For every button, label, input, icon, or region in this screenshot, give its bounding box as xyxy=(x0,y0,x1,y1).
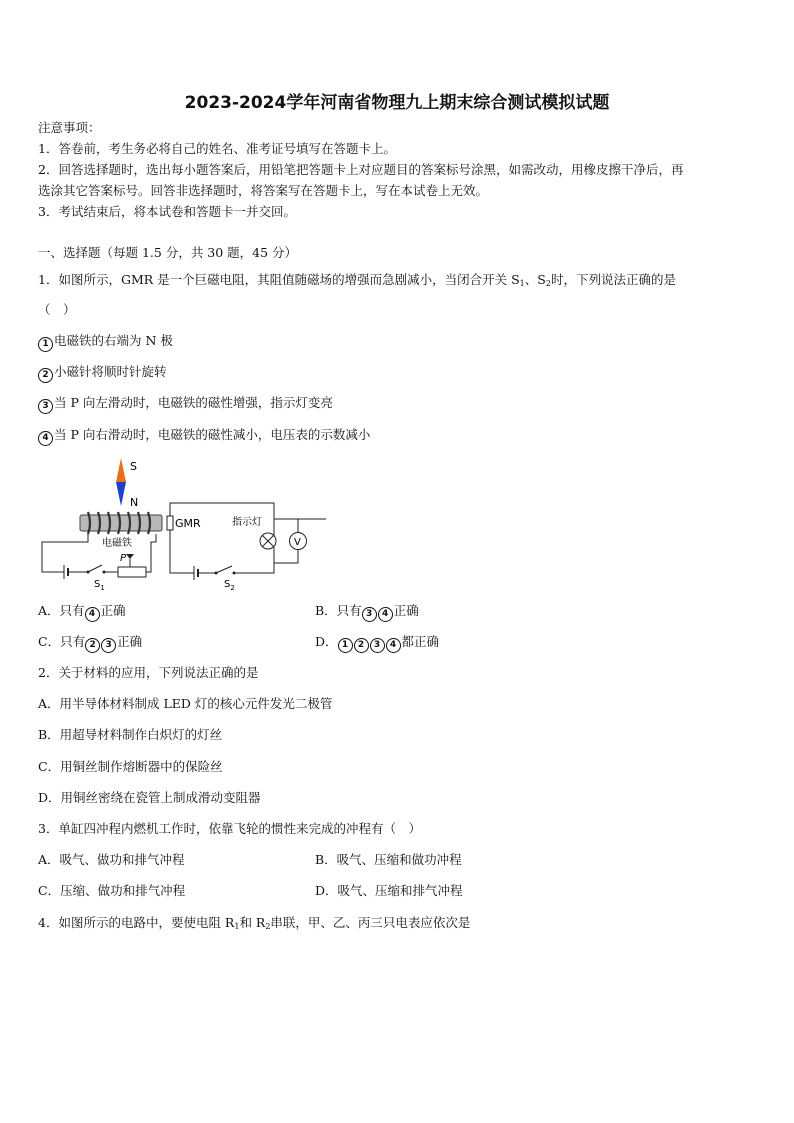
circled-number: 4 xyxy=(85,607,100,622)
statement-text: 电磁铁的右端为 N 极 xyxy=(54,333,173,348)
q1-statement xyxy=(38,394,333,414)
q1-statement xyxy=(38,332,173,352)
option-prefix: C．只有 xyxy=(38,634,86,649)
right-circuit-wire xyxy=(170,530,194,573)
q4-stem-b: 串联，甲、乙、丙三只电表应依次是 xyxy=(270,915,471,930)
option-prefix: D． xyxy=(315,634,338,649)
notice-item: 3．考试结束后，将本试卷和答题卡一并交回。 xyxy=(38,204,296,219)
circled-number: 1 xyxy=(38,337,53,352)
circuit-figure xyxy=(36,455,326,593)
statement-text: 小磁针将顺时针旋转 xyxy=(54,364,167,379)
circled-number: 2 xyxy=(354,638,369,653)
statement-text: 当 P 向右滑动时，电磁铁的磁性减小，电压表的示数减小 xyxy=(54,427,371,442)
circled-number: 2 xyxy=(85,638,100,653)
notice-item: 1．答卷前，考生务必将自己的姓名、准考证号填写在答题卡上。 xyxy=(38,141,396,156)
slider-p-arrow xyxy=(126,554,134,559)
circled-number: 4 xyxy=(386,638,401,653)
switch-s2 xyxy=(216,566,232,573)
statement-text: 当 P 向左滑动时，电磁铁的磁性增强，指示灯变亮 xyxy=(54,395,333,410)
question-2-stem: 2．关于材料的应用，下列说法正确的是 xyxy=(38,665,259,680)
circled-number: 1 xyxy=(338,638,353,653)
option-suffix: 正确 xyxy=(393,603,419,618)
option-C xyxy=(38,633,142,653)
label-S: S xyxy=(130,460,137,473)
circled-number: 3 xyxy=(370,638,385,653)
circled-number: 4 xyxy=(38,431,53,446)
q1-paren: （ ） xyxy=(38,302,76,317)
option-suffix: 正确 xyxy=(100,603,126,618)
option-A: A．吸气、做功和排气冲程 xyxy=(38,852,185,867)
q1-stem-a: 1．如图所示，GMR 是一个巨磁电阻，其阻值随磁场的增强而急剧减小，当闭合开关 S xyxy=(38,272,520,287)
q4-mid: 和 R xyxy=(239,915,266,930)
q1-s1-sub: 1 xyxy=(519,279,525,288)
q4-stem-a: 4．如图所示的电路中，要使电阻 R xyxy=(38,915,235,930)
switch-s2-contact xyxy=(215,572,218,575)
circled-number: 3 xyxy=(38,399,53,414)
switch-s1-contact xyxy=(87,571,90,574)
label-S1: $S_1$ xyxy=(94,579,105,592)
option-B: B．用超导材料制作白炽灯的灯丝 xyxy=(38,727,223,742)
left-circuit-wire xyxy=(42,534,88,572)
option-A xyxy=(38,602,126,622)
option-D xyxy=(315,633,439,653)
option-D: D．用铜丝密绕在瓷管上制成滑动变阻器 xyxy=(38,790,261,805)
q1-s2-sub: 2 xyxy=(545,279,551,288)
label-N: N xyxy=(130,496,139,509)
option-B xyxy=(315,602,419,622)
option-suffix: 都正确 xyxy=(401,634,440,649)
question-1-stem xyxy=(38,271,676,293)
option-A: A．用半导体材料制成 LED 灯的核心元件发光二极管 xyxy=(38,696,333,711)
gmr-resistor xyxy=(167,516,173,530)
circled-number: 3 xyxy=(362,607,377,622)
q1-statement xyxy=(38,363,167,383)
label-S2: $S_2$ xyxy=(224,579,235,592)
option-D: D．吸气、压缩和排气冲程 xyxy=(315,883,463,898)
label-lamp: 指示灯 xyxy=(232,517,262,528)
notice-item: 选涂其它答案标号。回答非选择题时，将答案写在答题卡上，写在本试卷上无效。 xyxy=(38,183,489,198)
left-circuit-wire xyxy=(146,534,156,572)
label-GMR: GMR xyxy=(175,517,201,530)
option-B: B．吸气、压缩和做功冲程 xyxy=(315,852,462,867)
q1-statement xyxy=(38,426,370,446)
label-electromagnet: 电磁铁 xyxy=(102,538,132,549)
label-P: P xyxy=(120,553,127,564)
option-suffix: 正确 xyxy=(117,634,143,649)
switch-s1 xyxy=(88,565,102,572)
voltmeter-wire xyxy=(274,549,298,563)
compass-north-pole xyxy=(116,482,126,506)
option-prefix: A．只有 xyxy=(38,603,85,618)
rheostat xyxy=(118,567,146,577)
option-C: C．用铜丝制作熔断器中的保险丝 xyxy=(38,759,223,774)
q1-sep: 、S xyxy=(524,272,546,287)
q4-r2-sub: 2 xyxy=(265,922,271,931)
label-V: V xyxy=(294,537,301,548)
question-4-stem xyxy=(38,914,470,936)
q4-r1-sub: 1 xyxy=(234,922,240,931)
option-C: C．压缩、做功和排气冲程 xyxy=(38,883,186,898)
notice-heading: 注意事项： xyxy=(38,120,101,135)
page-title: 2023-2024学年河南省物理九上期末综合测试模拟试题 xyxy=(184,93,610,113)
section-heading: 一、选择题（每题 1.5 分，共 30 题，45 分） xyxy=(38,245,298,260)
circled-number: 4 xyxy=(378,607,393,622)
circled-number: 3 xyxy=(101,638,116,653)
notice-item: 2．回答选择题时，选出每小题答案后，用铅笔把答题卡上对应题目的答案标号涂黑，如需改动，用橡皮擦干净后，再 xyxy=(38,162,684,177)
compass-south-pole xyxy=(116,458,126,482)
option-prefix: B．只有 xyxy=(315,603,362,618)
q1-stem-b: 时，下列说法正确的是 xyxy=(550,272,676,287)
question-3-stem: 3．单缸四冲程内燃机工作时，依靠飞轮的惯性来完成的冲程有（ ） xyxy=(38,821,421,836)
circled-number: 2 xyxy=(38,368,53,383)
